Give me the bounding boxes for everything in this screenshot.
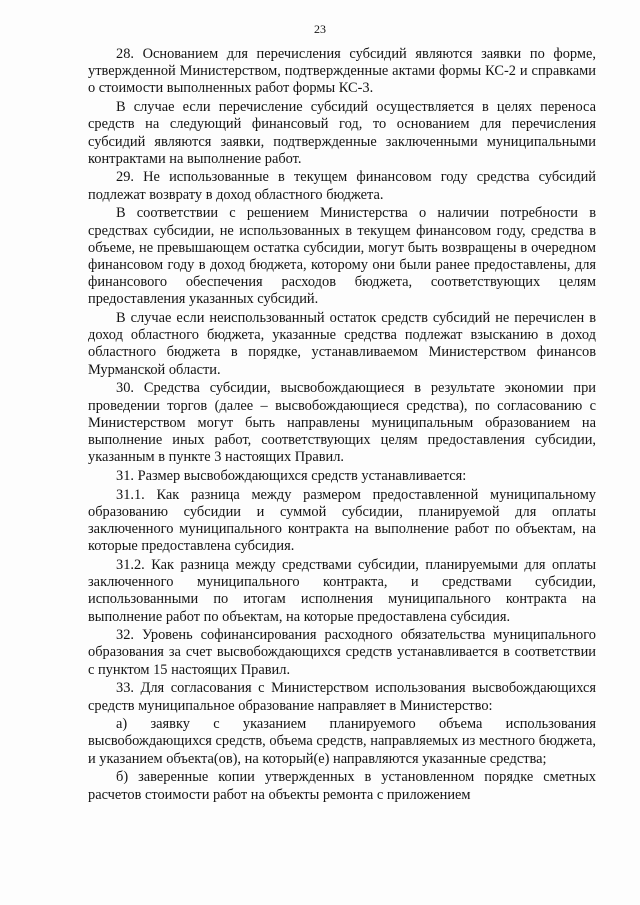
paragraph-28-transfer: В случае если перечисление субсидий осуществляется в целях переноса средств на следующий финансовый год, то основанием для перечисления субсидий являются заявки, подтвержденные заключенными муниципальными контрактами на выполнение работ. <box>88 99 596 167</box>
paragraph-33-b: б) заверенные копии утвержденных в установленном порядке сметных расчетов стоимости работ на объекты ремонта с приложением <box>88 769 596 803</box>
paragraph-28: 28. Основанием для перечисления субсидий являются заявки по форме, утвержденной Министерством, подтвержденные актами формы КС-2 и справками о стоимости выполненных работ формы КС-3. <box>88 46 596 97</box>
paragraph-29: 29. Не использованные в текущем финансовом году средства субсидий подлежат возврату в доход областного бюджета. <box>88 169 596 203</box>
document-body <box>88 46 596 805</box>
paragraph-33-a: а) заявку с указанием планируемого объема использования высвобождающихся средств, объема средств, направляемых из местного бюджета, и указанием объекта(ов), на который(е) направляются указанные средства; <box>88 716 596 767</box>
paragraph-31-1: 31.1. Как разница между размером предоставленной муниципальному образованию субсидии и суммой субсидии, планируемой для оплаты заключенного муниципального контракта на выполнение работ по объектам, на которые предоставлена субсидия. <box>88 486 596 555</box>
paragraph-29-unused-balance: В случае если неиспользованный остаток средств субсидий не перечислен в доход областного бюджета, указанные средства подлежат взысканию в доход областного бюджета в порядке, устанавливаемом Министерством финансов Мурманской области. <box>88 310 596 378</box>
paragraph-31: 31. Размер высвобождающихся средств устанавливается: <box>116 467 467 484</box>
paragraph-31-2: 31.2. Как разница между средствами субсидии, планируемыми для оплаты заключенного муниципального контракта, и средствами субсидии, использованными по итогам исполнения муниципального контракта на выполнение работ по объектам, на которые предоставлена субсидия. <box>88 556 596 625</box>
paragraph-30: 30. Средства субсидии, высвобождающиеся в результате экономии при проведении торгов (далее – высвобождающиеся средства), по согласованию с Министерством могут быть направлены муниципальным образованием на выполнение иных работ, соответствующих целям предоставления субсидии, указанным в пункте 3 настоящих Правил. <box>88 380 596 466</box>
paragraph-33: 33. Для согласования с Министерством использования высвобождающихся средств муниципальное образование направляет в Министерство: <box>88 680 596 714</box>
paragraph-32: 32. Уровень софинансирования расходного обязательства муниципального образования за счет высвобождающихся средств устанавливается в соответствии с пунктом 15 настоящих Правил. <box>88 627 596 678</box>
paragraph-29-ministry-decision: В соответствии с решением Министерства о наличии потребности в средствах субсидии, не использованных в текущем финансовом году, средства в объеме, не превышающем остатка субсидии, могут быть возвращены в очередном финансовом году в доход бюджета, которому они были ранее предоставлены, для финансового обеспечения расходов бюджета, соответствующих целям предоставления указанных субсидий. <box>88 205 596 308</box>
page-number: 23 <box>314 22 326 36</box>
